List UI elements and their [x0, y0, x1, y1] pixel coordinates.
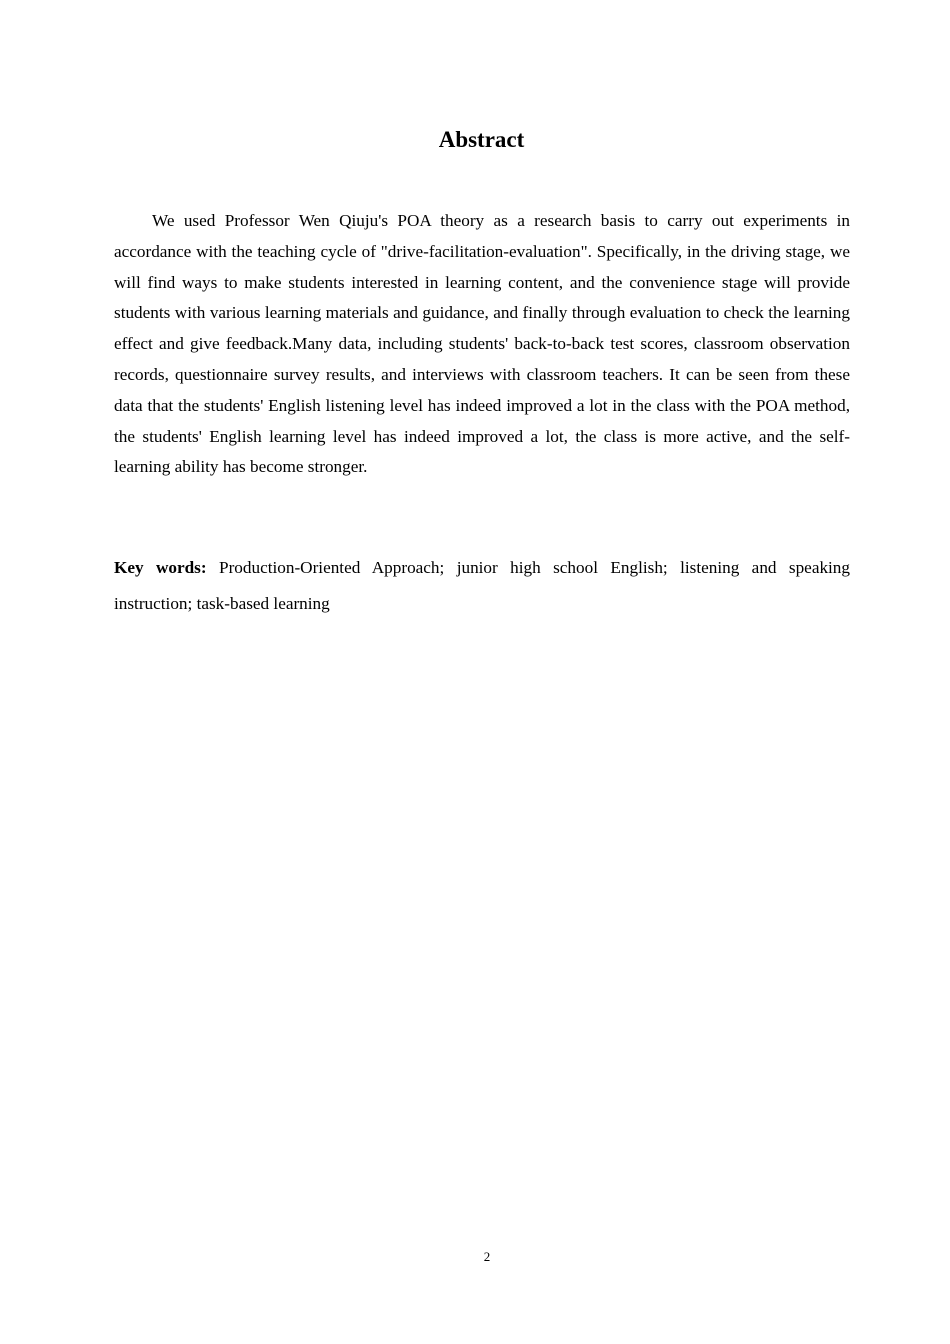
- keywords-text: Production-Oriented Approach; junior high school English; listening and speaking instruction; task-based learning: [114, 558, 850, 613]
- keywords-paragraph: [114, 550, 850, 622]
- abstract-paragraph: We used Professor Wen Qiuju's POA theory as a research basis to carry out experiments in accordance with the teaching cycle of "drive-facilitation-evaluation". Specifically, in the driving stage, we will find ways to make students interested in learning content, and the convenience stage will provide students with various learning materials and guidance, and finally through evaluation to check the learning effect and give feedback.Many data, including students' back-to-back test scores, classroom observation records, questionnaire survey results, and interviews with classroom teachers. It can be seen from these data that the students' English listening level has indeed improved a lot in the class with the POA method, the students' English learning level has indeed improved a lot, the class is more active, and the self-learning ability has become stronger.: [114, 211, 850, 477]
- page-number: 2: [483, 1249, 491, 1264]
- keywords-label: Key words:: [114, 558, 207, 577]
- abstract-title: Abstract: [438, 127, 525, 152]
